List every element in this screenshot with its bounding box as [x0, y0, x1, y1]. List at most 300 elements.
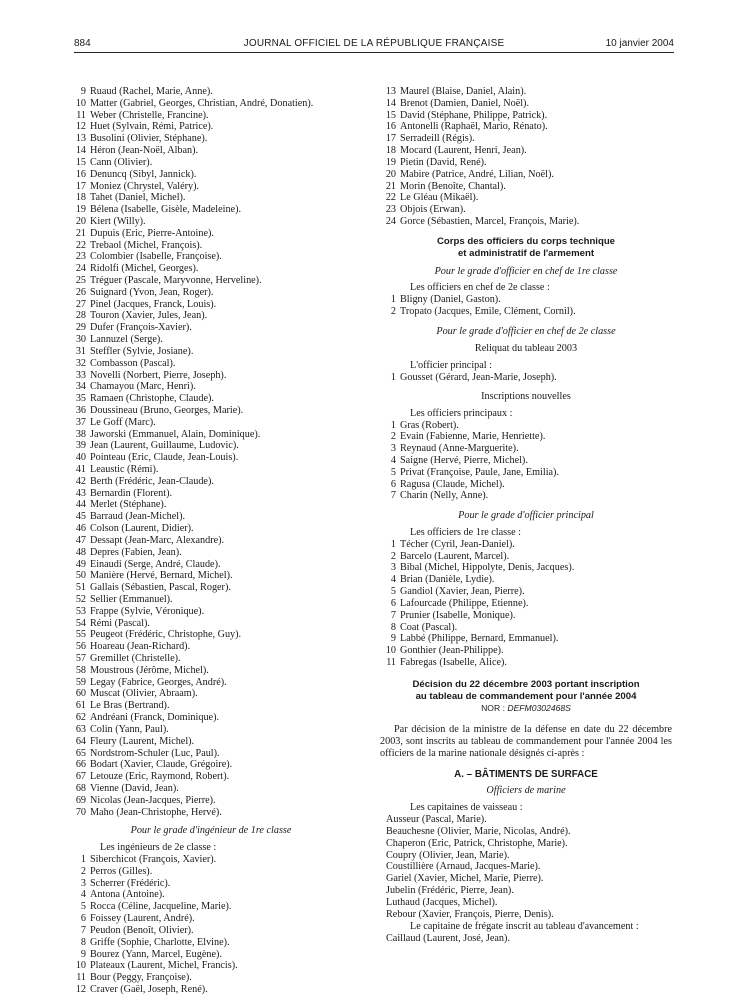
item-number: 65 — [75, 747, 86, 759]
item-name: Técher (Cyril, Jean-Daniel). — [400, 538, 515, 550]
item-number: 10 — [385, 645, 396, 657]
item-name: Mocard (Laurent, Henri, Jean). — [400, 145, 527, 157]
decision-title-line-2: au tableau de commandement pour l'année 2004 — [415, 690, 637, 702]
item-number: 3 — [80, 877, 86, 889]
issue-date: 10 janvier 2004 — [605, 38, 674, 49]
list-item — [70, 287, 352, 299]
list-item — [380, 633, 672, 645]
list-item — [70, 783, 352, 795]
item-number: 44 — [75, 499, 86, 511]
item-name: Ragusa (Claude, Michel). — [400, 478, 505, 490]
decision-title — [380, 679, 672, 703]
reliquat-heading: Reliquat du tableau 2003 — [474, 343, 578, 355]
list-item: Chaperon (Eric, Patrick, Christophe, Marie). — [386, 837, 568, 849]
item-number: 18 — [75, 192, 86, 204]
sub-heading-chef-1: Les officiers en chef de 2e classe : — [410, 282, 550, 294]
item-number: 1 — [390, 294, 396, 305]
item-name: Héron (Jean-Noël, Alban). — [90, 145, 199, 157]
list-item — [70, 665, 352, 677]
item-number: 38 — [75, 428, 86, 440]
item-name: Morin (Benoîte, Chantal). — [400, 180, 506, 192]
corps-heading — [380, 236, 672, 260]
list-item — [380, 216, 672, 228]
item-name: Coat (Pascal). — [400, 621, 458, 633]
principaux-list — [380, 420, 672, 503]
list-item — [70, 547, 352, 559]
item-name: Lafourcade (Philippe, Etienne). — [400, 597, 529, 609]
list-item — [70, 370, 352, 382]
item-name: Foissey (Laurent, André). — [90, 913, 195, 925]
item-number: 35 — [75, 393, 86, 405]
item-number: 13 — [385, 86, 396, 97]
item-number: 50 — [75, 570, 86, 582]
list-item — [70, 488, 352, 500]
item-name: Tréguer (Pascale, Maryvonne, Herveline). — [90, 275, 262, 286]
item-number: 52 — [75, 593, 86, 605]
item-name: Tropato (Jacques, Emile, Clément, Cornil). — [400, 305, 576, 317]
item-name: Bourez (Yann, Marcel, Eugène). — [90, 948, 222, 960]
list-item — [70, 275, 352, 287]
list-item — [70, 511, 352, 523]
item-name: Vienne (David, Jean). — [90, 782, 179, 794]
list-item — [70, 807, 352, 819]
item-name: Maurel (Blaise, Daniel, Alain). — [400, 86, 527, 97]
list-item — [70, 937, 352, 949]
item-number: 33 — [75, 369, 86, 381]
capitaines-list — [380, 814, 672, 920]
item-number: 8 — [390, 621, 396, 633]
item-number: 70 — [75, 806, 86, 818]
item-name: Jean (Laurent, Guillaume, Ludovic). — [90, 440, 239, 452]
item-number: 19 — [385, 156, 396, 168]
item-number: 31 — [75, 345, 86, 357]
item-name: Jaworski (Emmanuel, Alain, Dominique). — [90, 428, 261, 440]
list-item — [70, 393, 352, 405]
item-name: Einaudi (Serge, André, Claude). — [90, 558, 221, 570]
item-number: 16 — [75, 168, 86, 180]
list-item — [70, 629, 352, 641]
list-item — [70, 582, 352, 594]
item-name: Perros (Gilles). — [90, 865, 153, 877]
list-item — [70, 452, 352, 464]
item-name: Colin (Yann, Paul). — [90, 723, 169, 735]
list-item — [70, 169, 352, 181]
list-item — [70, 771, 352, 783]
item-name: Kiert (Willy). — [90, 215, 146, 227]
item-name: Privat (Françoise, Paule, Jane, Emilia). — [400, 466, 559, 478]
list-item — [380, 455, 672, 467]
item-number: 14 — [75, 145, 86, 157]
item-number: 56 — [75, 641, 86, 653]
item-name: Bélena (Isabelle, Gisèle, Madeleine). — [90, 204, 242, 216]
list-item — [380, 204, 672, 216]
item-number: 41 — [75, 464, 86, 475]
item-number: 22 — [385, 192, 396, 204]
list-item — [70, 677, 352, 689]
list-item — [70, 381, 352, 393]
list-item — [380, 467, 672, 479]
item-name: Rocca (Céline, Jacqueline, Marie). — [90, 901, 232, 913]
item-name: Combasson (Pascal). — [90, 357, 176, 369]
item-number: 47 — [75, 534, 86, 546]
item-name: Fabregas (Isabelle, Alice). — [400, 656, 507, 668]
list-item — [70, 181, 352, 193]
item-name: Weber (Christelle, Francine). — [90, 109, 209, 121]
item-name: Gandiol (Xavier, Jean, Pierre). — [400, 586, 525, 598]
item-name: Gonthier (Jean-Philippe). — [400, 645, 504, 657]
item-number: 21 — [385, 180, 396, 192]
item-name: Serradeill (Régis). — [400, 133, 475, 145]
item-name: Huet (Sylvain, Rémi, Patrice). — [90, 121, 214, 133]
item-number: 11 — [76, 109, 86, 121]
item-number: 9 — [80, 948, 86, 960]
item-name: Frappe (Sylvie, Véronique). — [90, 605, 205, 617]
list-item — [70, 310, 352, 322]
list-item — [70, 641, 352, 653]
item-number: 2 — [390, 305, 396, 317]
item-number: 54 — [75, 617, 86, 629]
item-name: Le Gléau (Mikaël). — [400, 192, 479, 204]
list-item — [70, 653, 352, 665]
item-number: 23 — [75, 251, 86, 263]
item-number: 15 — [75, 156, 86, 168]
item-name: Craver (Gaël, Joseph, René). — [90, 983, 208, 995]
sub-heading-principal: L'officier principal : — [410, 360, 492, 372]
item-number: 3 — [390, 443, 396, 455]
item-name: Doussineau (Bruno, Georges, Marie). — [90, 404, 244, 416]
list-item — [70, 192, 352, 204]
item-number: 24 — [385, 215, 396, 227]
item-number: 64 — [75, 735, 86, 747]
list-item: Coustillière (Arnaud, Jacques-Marie). — [386, 861, 541, 873]
item-name: Gras (Robert). — [400, 419, 459, 431]
list-item — [70, 251, 352, 263]
left-column — [70, 86, 352, 996]
item-name: Pinel (Jacques, Franck, Louis). — [90, 298, 217, 310]
item-number: 46 — [75, 523, 86, 535]
list-item — [70, 417, 352, 429]
item-name: Lannuzel (Serge). — [90, 334, 163, 346]
item-name: Fleury (Laurent, Michel). — [90, 735, 195, 747]
page-header — [74, 38, 674, 53]
item-name: Dupuis (Eric, Pierre-Antoine). — [90, 227, 214, 239]
item-name: Moustrous (Jérôme, Michel). — [90, 664, 209, 676]
list-item — [380, 645, 672, 657]
item-name: Matter (Gabriel, Georges, Christian, André, Donatien). — [90, 97, 314, 109]
list-item — [380, 490, 672, 502]
decision-title-line-1: Décision du 22 décembre 2003 portant inscription — [412, 678, 640, 690]
item-number: 51 — [75, 582, 86, 594]
list-item — [380, 121, 672, 133]
item-name: Cann (Olivier). — [90, 156, 153, 168]
right-column — [380, 86, 672, 945]
page-number: 884 — [74, 38, 91, 49]
nor-code: DEFM0302468S — [507, 703, 571, 714]
item-name: Reynaud (Anne-Marguerite). — [400, 443, 519, 455]
list-item — [70, 878, 352, 890]
item-name: Bligny (Daniel, Gaston). — [400, 294, 501, 305]
item-number: 66 — [75, 759, 86, 771]
item-number: 22 — [75, 239, 86, 251]
item-name: Legay (Fabrice, Georges, André). — [90, 676, 227, 688]
item-number: 12 — [75, 983, 86, 995]
item-number: 21 — [75, 227, 86, 239]
list-item — [70, 121, 352, 133]
item-number: 39 — [75, 440, 86, 452]
list-item — [70, 429, 352, 441]
list-item — [380, 192, 672, 204]
item-name: Pietin (David, René). — [400, 156, 487, 168]
list-item — [70, 535, 352, 547]
item-name: Chamayou (Marc, Henri). — [90, 381, 196, 393]
list-item — [70, 358, 352, 370]
item-name: Busolini (Olivier, Stéphane). — [90, 133, 208, 145]
item-number: 20 — [75, 215, 86, 227]
item-number: 34 — [75, 381, 86, 393]
item-name: Le Goff (Marc). — [90, 416, 156, 428]
sub-heading-principaux: Les officiers principaux : — [410, 407, 513, 419]
item-number: 6 — [390, 478, 396, 490]
list-item — [70, 570, 352, 582]
item-number: 7 — [390, 609, 396, 621]
item-number: 15 — [385, 109, 396, 121]
inscriptions-heading: Inscriptions nouvelles — [481, 390, 571, 402]
item-name: Plateaux (Laurent, Michel, Francis). — [90, 960, 238, 972]
item-number: 1 — [80, 854, 86, 865]
item-name: Ruaud (Rachel, Marie, Anne). — [90, 86, 213, 97]
list-item — [70, 204, 352, 216]
list-item — [70, 334, 352, 346]
item-name: Prunier (Isabelle, Monique). — [400, 609, 516, 621]
item-name: David (Stéphane, Philippe, Patrick). — [400, 109, 548, 121]
list-item — [70, 688, 352, 700]
list-item — [70, 499, 352, 511]
item-name: Bour (Peggy, Françoise). — [90, 972, 192, 984]
list-item — [380, 586, 672, 598]
item-number: 8 — [80, 936, 86, 948]
item-number: 24 — [75, 263, 86, 275]
decision-paragraph: Par décision de la ministre de la défense en date du 22 décembre 2003, sont inscrits au tableau de commandement pour l'année 2004 les officiers de la marine nationale désignés ci-après : — [380, 724, 672, 759]
item-number: 19 — [75, 204, 86, 216]
item-number: 13 — [75, 133, 86, 145]
item-number: 36 — [75, 404, 86, 416]
item-name: Touron (Xavier, Jules, Jean). — [90, 310, 208, 322]
item-number: 25 — [75, 275, 86, 286]
item-number: 17 — [385, 133, 396, 145]
list-item — [380, 306, 672, 318]
item-name: Antona (Antoine). — [90, 889, 165, 901]
list-item: Ausseur (Pascal, Marie). — [386, 814, 487, 826]
item-name: Gallais (Sébastien, Pascal, Roger). — [90, 582, 231, 594]
item-name: Letouze (Eric, Raymond, Robert). — [90, 771, 230, 783]
item-number: 69 — [75, 794, 86, 806]
item-name: Suignard (Yvon, Jean, Roger). — [90, 286, 214, 298]
list-item — [380, 133, 672, 145]
list-item — [380, 294, 672, 306]
officiers-marine-heading: Officiers de marine — [486, 785, 566, 797]
item-name: Gremillet (Christelle). — [90, 653, 181, 664]
section-a-heading: A. – BÂTIMENTS DE SURFACE — [454, 768, 598, 780]
item-number: 20 — [385, 168, 396, 180]
list-item — [70, 606, 352, 618]
item-name: Siberchicot (François, Xavier). — [90, 854, 217, 865]
list-item — [70, 98, 352, 110]
list-item — [70, 346, 352, 358]
list-item: Caillaud (Laurent, José, Jean). — [386, 933, 510, 945]
section-heading-ingenieur: Pour le grade d'ingénieur de 1re classe — [130, 825, 292, 837]
list-item — [380, 598, 672, 610]
item-name: Tahet (Daniel, Michel). — [90, 192, 186, 204]
list-item — [70, 972, 352, 984]
item-number: 67 — [75, 771, 86, 783]
list-item — [70, 228, 352, 240]
list-item — [380, 86, 672, 98]
item-number: 9 — [80, 86, 86, 97]
list-item — [70, 299, 352, 311]
item-number: 14 — [385, 97, 396, 109]
item-name: Ramaen (Christophe, Claude). — [90, 393, 214, 405]
item-number: 5 — [80, 901, 86, 913]
list-item — [70, 110, 352, 122]
sub-heading-ingenieurs: Les ingénieurs de 2e classe : — [100, 842, 217, 854]
list-item — [380, 157, 672, 169]
item-name: Peudon (Benoît, Olivier). — [90, 924, 194, 936]
list-item: Beauchesne (Olivier, Marie, Nicolas, André). — [386, 825, 571, 837]
list-item — [70, 216, 352, 228]
item-number: 5 — [390, 586, 396, 598]
item-number: 9 — [390, 633, 396, 645]
nor-reference — [380, 703, 672, 715]
item-number: 2 — [80, 865, 86, 877]
item-name: Colombier (Isabelle, Françoise). — [90, 251, 222, 263]
list-item — [70, 476, 352, 488]
list-item — [70, 133, 352, 145]
list-item: Jubelin (Frédéric, Pierre, Jean). — [386, 884, 514, 896]
list-item — [380, 574, 672, 586]
chef-1-list — [380, 294, 672, 318]
list-item — [70, 759, 352, 771]
list-item — [380, 145, 672, 157]
section-heading-chef-2: Pour le grade d'officier en chef de 2e classe — [436, 325, 616, 337]
list-item — [70, 157, 352, 169]
item-name: Nordstrom-Schuler (Luc, Paul). — [90, 747, 220, 759]
sub-heading-fregate: Le capitaine de frégate inscrit au tableau d'avancement : — [410, 921, 639, 933]
premiere-classe-list — [380, 539, 672, 669]
item-name: Saigne (Hervé, Pierre, Michel). — [400, 454, 528, 466]
item-name: Bibal (Michel, Hippolyte, Denis, Jacques). — [400, 562, 575, 574]
list-item — [70, 960, 352, 972]
item-number: 3 — [390, 562, 396, 574]
list-item — [70, 523, 352, 535]
item-number: 18 — [385, 145, 396, 157]
list-item — [380, 551, 672, 563]
list-item — [70, 594, 352, 606]
item-number: 63 — [75, 723, 86, 735]
item-number: 23 — [385, 204, 396, 216]
item-number: 6 — [80, 913, 86, 925]
section-heading-officier-principal: Pour le grade d'officier principal — [458, 510, 594, 522]
ingenieur-list — [70, 854, 352, 996]
list-item: Rebour (Xavier, François, Pierre, Denis). — [386, 908, 554, 920]
item-number: 26 — [75, 286, 86, 298]
item-name: Nicolas (Jean-Jacques, Pierre). — [90, 794, 216, 806]
item-name: Griffe (Sophie, Charlotte, Elvine). — [90, 936, 230, 948]
list-item — [70, 700, 352, 712]
list-item — [70, 866, 352, 878]
section-heading-chef-1: Pour le grade d'officier en chef de 1re classe — [434, 266, 618, 278]
item-number: 57 — [75, 653, 86, 664]
list-item — [380, 657, 672, 669]
item-name: Gousset (Gérard, Jean-Marie, Joseph). — [400, 372, 557, 384]
item-name: Dufer (François-Xavier). — [90, 322, 192, 334]
list-item — [70, 86, 352, 98]
fregate-list — [380, 933, 672, 945]
item-name: Rémi (Pascal). — [90, 617, 150, 629]
item-number: 7 — [80, 924, 86, 936]
list-item — [380, 479, 672, 491]
list-item — [70, 440, 352, 452]
corps-heading-line-1: Corps des officiers du corps technique — [436, 235, 616, 247]
item-name: Scherrer (Frédéric). — [90, 877, 171, 889]
item-name: Brian (Danièle, Lydie). — [400, 574, 495, 586]
item-number: 5 — [390, 466, 396, 478]
item-number: 68 — [75, 782, 86, 794]
principal-list — [380, 372, 672, 384]
item-name: Bernardin (Florent). — [90, 487, 173, 499]
item-number: 49 — [75, 558, 86, 570]
item-name: Novelli (Norbert, Pierre, Joseph). — [90, 369, 227, 381]
item-number: 10 — [75, 960, 86, 972]
item-number: 53 — [75, 605, 86, 617]
sub-heading-premiere-classe: Les officiers de 1re classe : — [410, 527, 521, 538]
list-item — [70, 464, 352, 476]
item-number: 2 — [390, 550, 396, 562]
list-item — [380, 622, 672, 634]
journal-title: JOURNAL OFFICIEL DE LA RÉPUBLIQUE FRANÇAISE — [243, 38, 505, 49]
item-name: Denuncq (Sibyl, Jannick). — [90, 168, 197, 180]
corps-heading-line-2: et administratif de l'armement — [457, 247, 595, 259]
list-item — [70, 263, 352, 275]
list-item — [70, 925, 352, 937]
list-item — [380, 610, 672, 622]
item-name: Charin (Nelly, Anne). — [400, 490, 489, 502]
item-number: 29 — [75, 322, 86, 334]
list-item — [380, 169, 672, 181]
item-name: Pointeau (Eric, Claude, Jean-Louis). — [90, 452, 239, 464]
list-item — [70, 724, 352, 736]
list-item — [380, 98, 672, 110]
item-number: 17 — [75, 180, 86, 192]
item-number: 45 — [75, 511, 86, 523]
item-number: 59 — [75, 676, 86, 688]
list-item — [70, 712, 352, 724]
sub-heading-capitaines: Les capitaines de vaisseau : — [410, 802, 523, 814]
item-name: Depres (Fabien, Jean). — [90, 546, 182, 558]
list-item — [380, 110, 672, 122]
item-name: Brenot (Damien, Daniel, Noël). — [400, 97, 530, 109]
item-number: 4 — [390, 574, 396, 586]
item-number: 40 — [75, 452, 86, 464]
list-item — [70, 322, 352, 334]
officer-list-continued — [380, 86, 672, 228]
item-number: 61 — [75, 700, 86, 712]
item-number: 2 — [390, 431, 396, 443]
item-name: Steffler (Sylvie, Josiane). — [90, 345, 194, 357]
list-item: Luthaud (Jacques, Michel). — [386, 896, 498, 908]
officer-list-continued — [70, 86, 352, 818]
item-number: 30 — [75, 334, 86, 346]
list-item — [70, 405, 352, 417]
